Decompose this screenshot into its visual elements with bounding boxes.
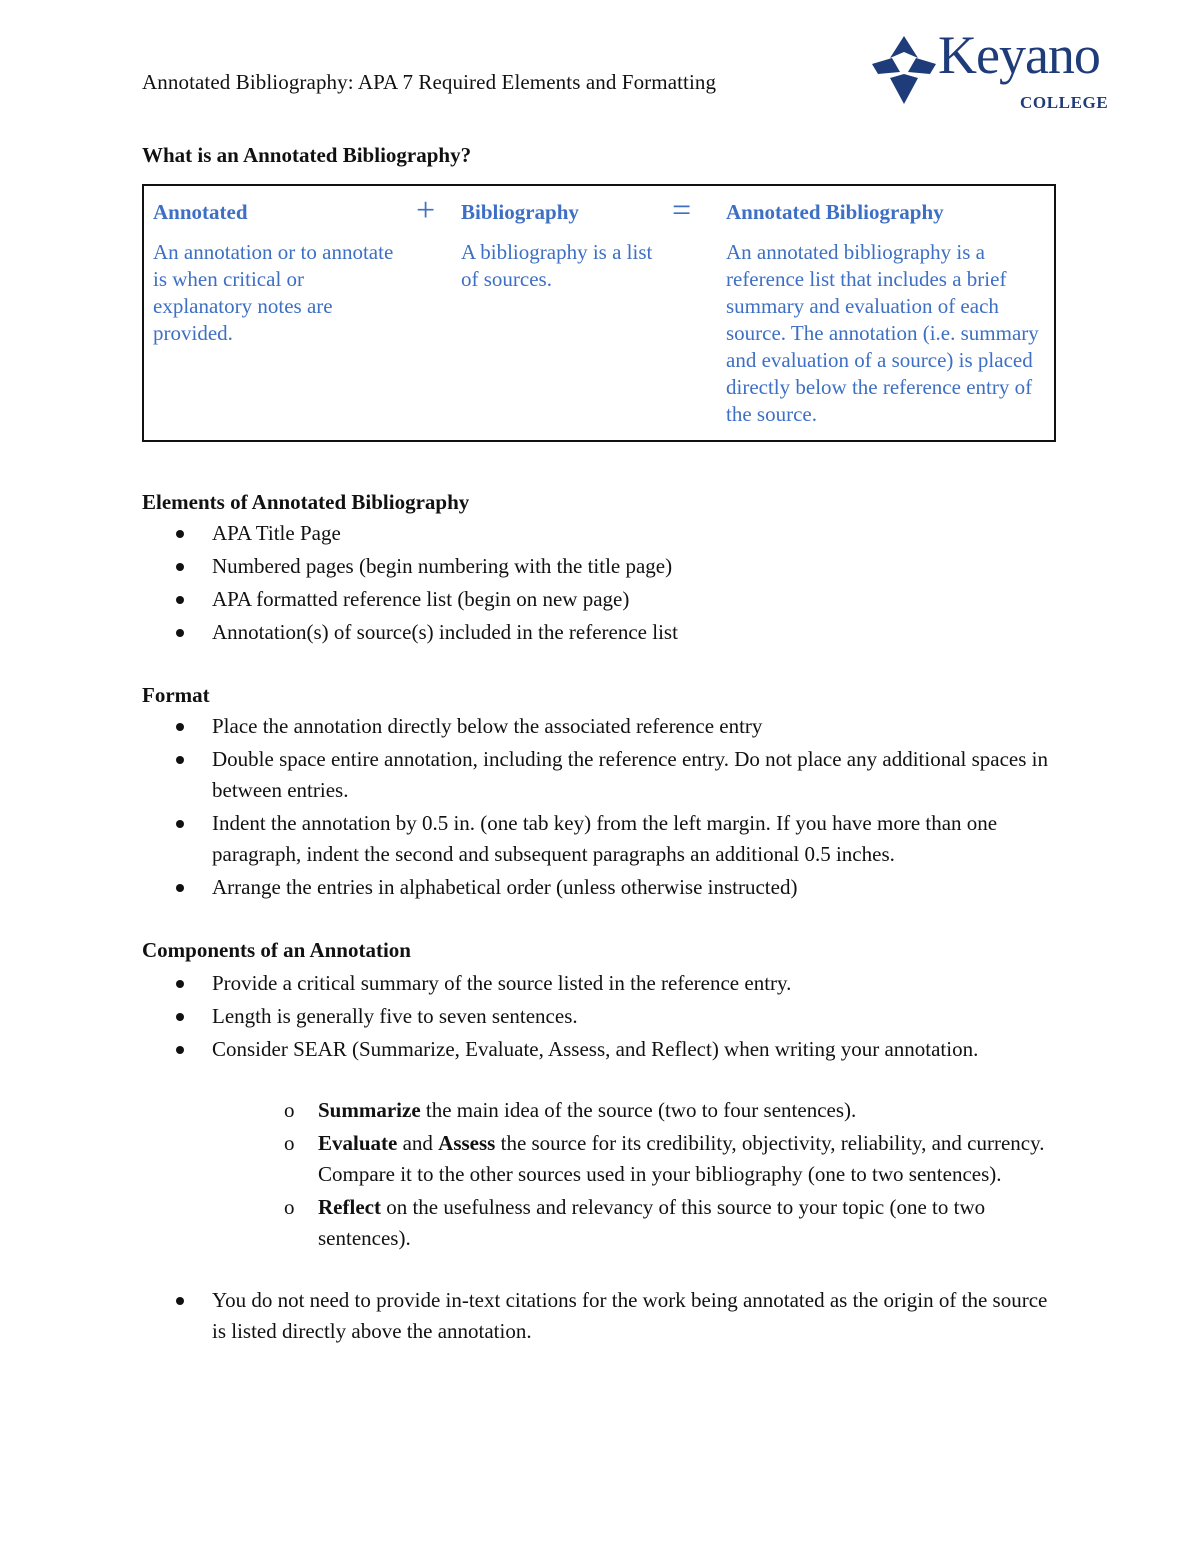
sub-list-item-summarize: o Summarize the main idea of the source (two to four sentences). [142, 1095, 1062, 1126]
bullet-icon [176, 884, 184, 892]
list-item: Consider SEAR (Summarize, Evaluate, Assess, and Reflect) when writing your annotation. [142, 1034, 1062, 1065]
bullet-icon [176, 756, 184, 764]
components-heading: Components of an Annotation [142, 938, 411, 962]
list-item: Indent the annotation by 0.5 in. (one tab key) from the left margin. If you have more than one paragraph, indent the second and subsequent paragraphs an additional 0.5 inches. [142, 808, 1062, 870]
elements-list [142, 518, 1062, 650]
list-item: APA Title Page [142, 518, 1062, 549]
intro-heading: What is an Annotated Bibliography? [142, 143, 472, 167]
bullet-icon [176, 820, 184, 828]
keyano-emblem-icon [866, 34, 942, 106]
concept-equation-box [142, 184, 1056, 442]
bullet-icon [176, 1013, 184, 1021]
logo-wordmark: Keyano [938, 25, 1100, 85]
document-header-title: Annotated Bibliography: APA 7 Required Elements and Formatting [142, 70, 717, 94]
bullet-icon [176, 1046, 184, 1054]
annotated-column [153, 200, 403, 347]
sub-list-item-evaluate-assess: o Evaluate and Assess the source for its credibility, objectivity, reliability, and currency. Compare it to the other sources used in your bibliography (one to two sentences). [142, 1128, 1062, 1190]
list-item: Numbered pages (begin numbering with the title page) [142, 551, 1062, 582]
format-list [142, 711, 1062, 905]
annotated-title: Annotated [153, 200, 248, 224]
bibliography-definition: A bibliography is a list of sources. [461, 240, 653, 292]
bullet-icon [176, 1297, 184, 1305]
bullet-icon [176, 530, 184, 538]
annotated-bibliography-title: Annotated Bibliography [726, 200, 944, 224]
bullet-icon [176, 563, 184, 571]
logo-college-label: COLLEGE [1020, 93, 1109, 112]
sub-list-item-reflect: o Reflect on the usefulness and relevancy of this source to your topic (one to two sentences). [142, 1192, 1062, 1254]
keyano-college-logo [866, 25, 1116, 116]
bibliography-title: Bibliography [461, 200, 579, 224]
bullet-icon [176, 596, 184, 604]
bullet-icon [176, 629, 184, 637]
annotated-definition: An annotation or to annotate is when critical or explanatory notes are provided. [153, 240, 394, 346]
format-heading: Format [142, 683, 210, 707]
sear-sublist [142, 1095, 1062, 1256]
list-item: Annotation(s) of source(s) included in the reference list [142, 617, 1062, 648]
equals-operator: = [672, 192, 692, 229]
bibliography-column [461, 200, 671, 293]
annotated-bibliography-column [726, 200, 1051, 428]
plus-operator: + [416, 192, 436, 229]
list-item: Provide a critical summary of the source listed in the reference entry. [142, 968, 1062, 999]
hollow-bullet-icon: o [284, 1195, 295, 1219]
bullet-icon [176, 980, 184, 988]
list-item: Arrange the entries in alphabetical order (unless otherwise instructed) [142, 872, 1062, 903]
components-list [142, 968, 1062, 1067]
components-final-list [142, 1285, 1062, 1349]
hollow-bullet-icon: o [284, 1098, 295, 1122]
list-item: You do not need to provide in-text citations for the work being annotated as the origin of the source is listed directly above the annotation. [142, 1285, 1062, 1347]
list-item: Length is generally five to seven sentences. [142, 1001, 1062, 1032]
list-item: APA formatted reference list (begin on new page) [142, 584, 1062, 615]
annotated-bibliography-definition: An annotated bibliography is a reference list that includes a brief summary and evaluation of each source. The annotation (i.e. summary and evaluation of a source) is placed directly below the reference entry of the source. [726, 240, 1039, 427]
elements-heading: Elements of Annotated Bibliography [142, 490, 470, 514]
bullet-icon [176, 723, 184, 731]
list-item: Place the annotation directly below the associated reference entry [142, 711, 1062, 742]
list-item: Double space entire annotation, including the reference entry. Do not place any additional spaces in between entries. [142, 744, 1062, 806]
hollow-bullet-icon: o [284, 1131, 295, 1155]
